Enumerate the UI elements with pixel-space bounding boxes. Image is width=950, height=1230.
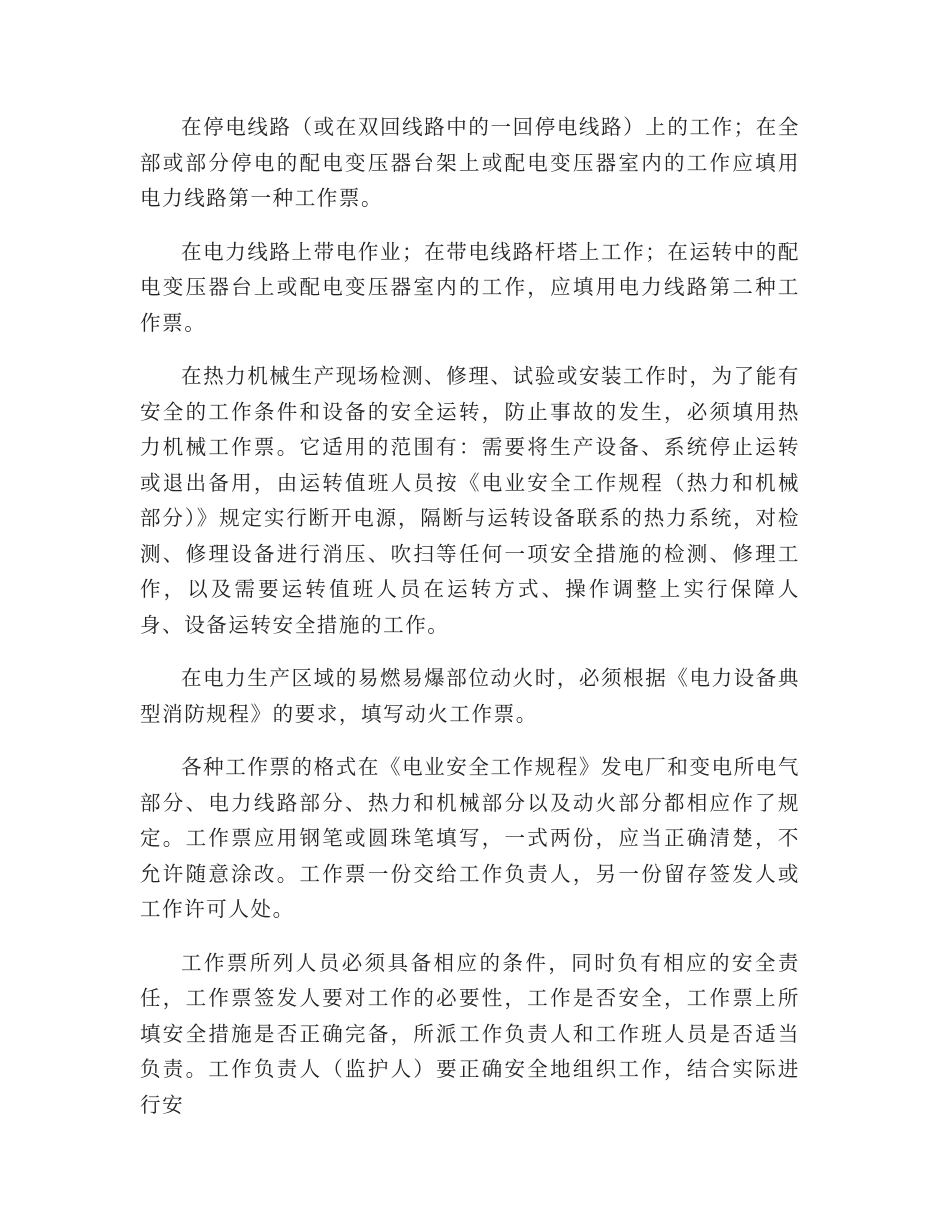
- document-body: [140, 110, 800, 1141]
- paragraph-ticket-personnel: 工作票所列人员必须具备相应的条件，同时负有相应的安全责任，工作票签发人要对工作的必要性，工作是否安全，工作票上所填安全措施是否正确完备，所派工作负责人和工作班人员是否适当负责。工作负责人（监护人）要正确安全地组织工作，结合实际进行安: [140, 950, 800, 1117]
- paragraph-hot-work-ticket: 在电力生产区域的易燃易爆部位动火时，必须根据《电力设备典型消防规程》的要求，填写动火工作票。: [140, 666, 800, 726]
- paragraph-line-work-ticket-2: 在电力线路上带电作业；在带电线路杆塔上工作；在运转中的配电变压器台上或配电变压器室内的工作，应填用电力线路第二种工作票。: [140, 239, 800, 335]
- paragraph-ticket-format: 各种工作票的格式在《电业安全工作规程》发电厂和变电所电气部分、电力线路部分、热力和机械部分以及动火部分都相应作了规定。工作票应用钢笔或圆珠笔填写，一式两份，应当正确清楚，不允许随意涂改。工作票一份交给工作负责人，另一份留存签发人或工作许可人处。: [140, 755, 800, 921]
- paragraph-line-work-ticket-1: 在停电线路（或在双回线路中的一回停电线路）上的工作；在全部或部分停电的配电变压器台架上或配电变压器室内的工作应填用电力线路第一种工作票。: [140, 115, 800, 210]
- paragraph-thermal-mechanical-ticket: 在热力机械生产现场检测、修理、试验或安装工作时，为了能有安全的工作条件和设备的安全运转，防止事故的发生，必须填用热力机械工作票。它适用的范围有：需要将生产设备、系统停止运转或退出备用，由运转值班人员按《电业安全工作规程（热力和机械部分）》规定实行断开电源，隔断与运转设备联系的热力系统，对检测、修理设备进行消压、吹扫等任何一项安全措施的检测、修理工作，以及需要运转值班人员在运转方式、操作调整上实行保障人身、设备运转安全措施的工作。: [140, 364, 800, 637]
